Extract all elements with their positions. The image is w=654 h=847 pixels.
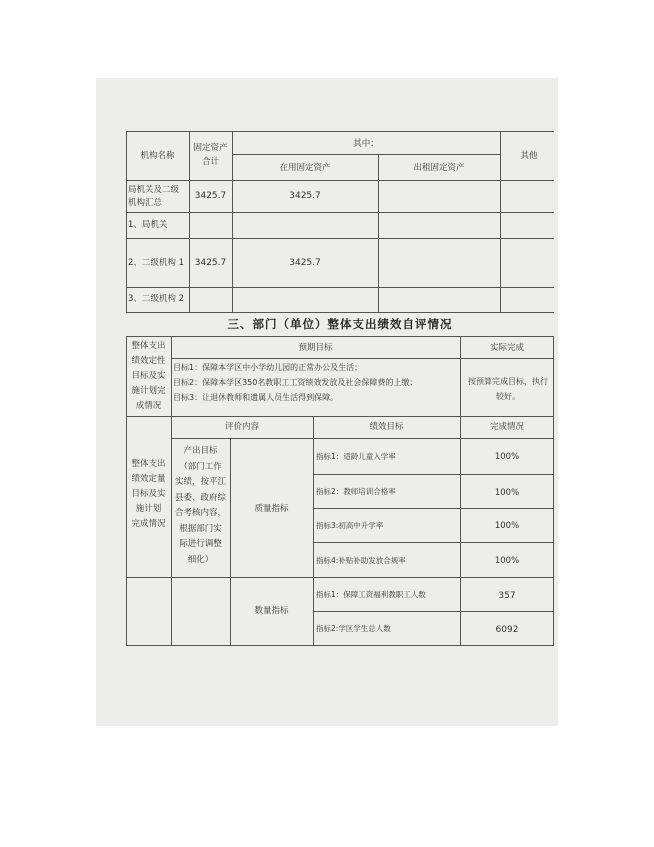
indicator-text: 指标1：保障工资福利教职工人数	[316, 590, 426, 599]
output-target: 产出目标 （部门工作 实绩，按平江 县委、政府综 合考核内容， 根据部门实 际进行调整 细化）	[174, 446, 226, 565]
rule	[126, 238, 554, 239]
indicator-text: 指标2：教师培训合格率	[316, 487, 396, 496]
rule	[232, 154, 500, 155]
indicator-value: 357	[498, 591, 516, 601]
rule	[126, 645, 554, 646]
rule	[313, 542, 554, 543]
row-name: 局机关及二级 机构汇总	[128, 185, 180, 208]
indicator-value: 6092	[495, 625, 519, 635]
goal-2: 目标2：保障本学区350名教职工工资绩效发放及社会保障费的上缴；	[173, 378, 418, 387]
header-in-use: 在用固定资产	[279, 163, 331, 173]
rule	[232, 131, 233, 312]
quantitative-label: 整体支出 绩效定量 目标及实 施计划 完成情况	[131, 459, 166, 529]
actual-text: 按预算完成目标，执行 较好。	[468, 377, 548, 401]
rule	[126, 180, 554, 181]
header-fixed-assets-total: 固定资产 合计	[193, 143, 228, 167]
indicator-text: 指标3:初高中升学率	[316, 521, 384, 530]
rule	[313, 474, 554, 475]
header-org-name: 机构名称	[140, 151, 175, 161]
expected-header: 预期目标	[298, 343, 333, 353]
done-header: 完成情况	[489, 422, 524, 432]
row-total: 3425.7	[194, 191, 227, 201]
qualitative-label: 整体支出 绩效定性 目标及实 施计划完 成情况	[131, 341, 166, 411]
row-in-use: 3425.7	[289, 191, 321, 201]
quantity-indicator-label: 数量指标	[254, 606, 289, 616]
rule	[171, 358, 554, 359]
row-in-use: 3425.7	[289, 258, 321, 268]
actual-header: 实际完成	[489, 343, 524, 353]
indicator-text: 指标1：适龄儿童入学率	[316, 452, 396, 461]
rule	[313, 508, 554, 509]
indicator-value: 100%	[494, 488, 520, 498]
rule	[126, 577, 554, 578]
rule	[126, 416, 554, 417]
indicator-value: 100%	[494, 521, 520, 531]
rule	[126, 336, 554, 337]
goal-3: 目标3：让退休教师和遗属人员生活得到保障。	[173, 393, 339, 402]
row-name: 2、二级机构 1	[128, 258, 185, 268]
row-name: 3、二级机构 2	[128, 294, 185, 304]
rule	[126, 312, 554, 313]
rule	[126, 212, 554, 213]
rule	[126, 131, 554, 132]
header-of-which: 其中：	[353, 139, 379, 149]
row-total: 3425.7	[194, 258, 227, 268]
perf-header: 绩效目标	[369, 422, 404, 432]
indicator-value: 100%	[494, 556, 520, 566]
rule	[378, 154, 379, 312]
rule	[126, 287, 554, 288]
row-name: 1、局机关	[128, 220, 168, 230]
eval-header: 评价内容	[224, 422, 259, 432]
header-other: 其他	[520, 151, 538, 161]
indicator-value: 100%	[494, 452, 520, 462]
quality-indicator-label: 质量指标	[254, 504, 289, 514]
indicator-text: 指标4:补贴补助发放合规率	[316, 556, 406, 565]
rule	[313, 416, 314, 645]
indicator-text: 指标2:学区学生总人数	[316, 624, 391, 633]
section-title: 三、部门（单位）整体支出绩效自评情况	[227, 317, 453, 331]
header-leased-out: 出租固定资产	[413, 163, 465, 173]
rule	[171, 438, 554, 439]
rule	[313, 611, 554, 612]
goal-1: 目标1：保障本学区中小学幼儿园的正常办公及生活；	[173, 363, 363, 372]
